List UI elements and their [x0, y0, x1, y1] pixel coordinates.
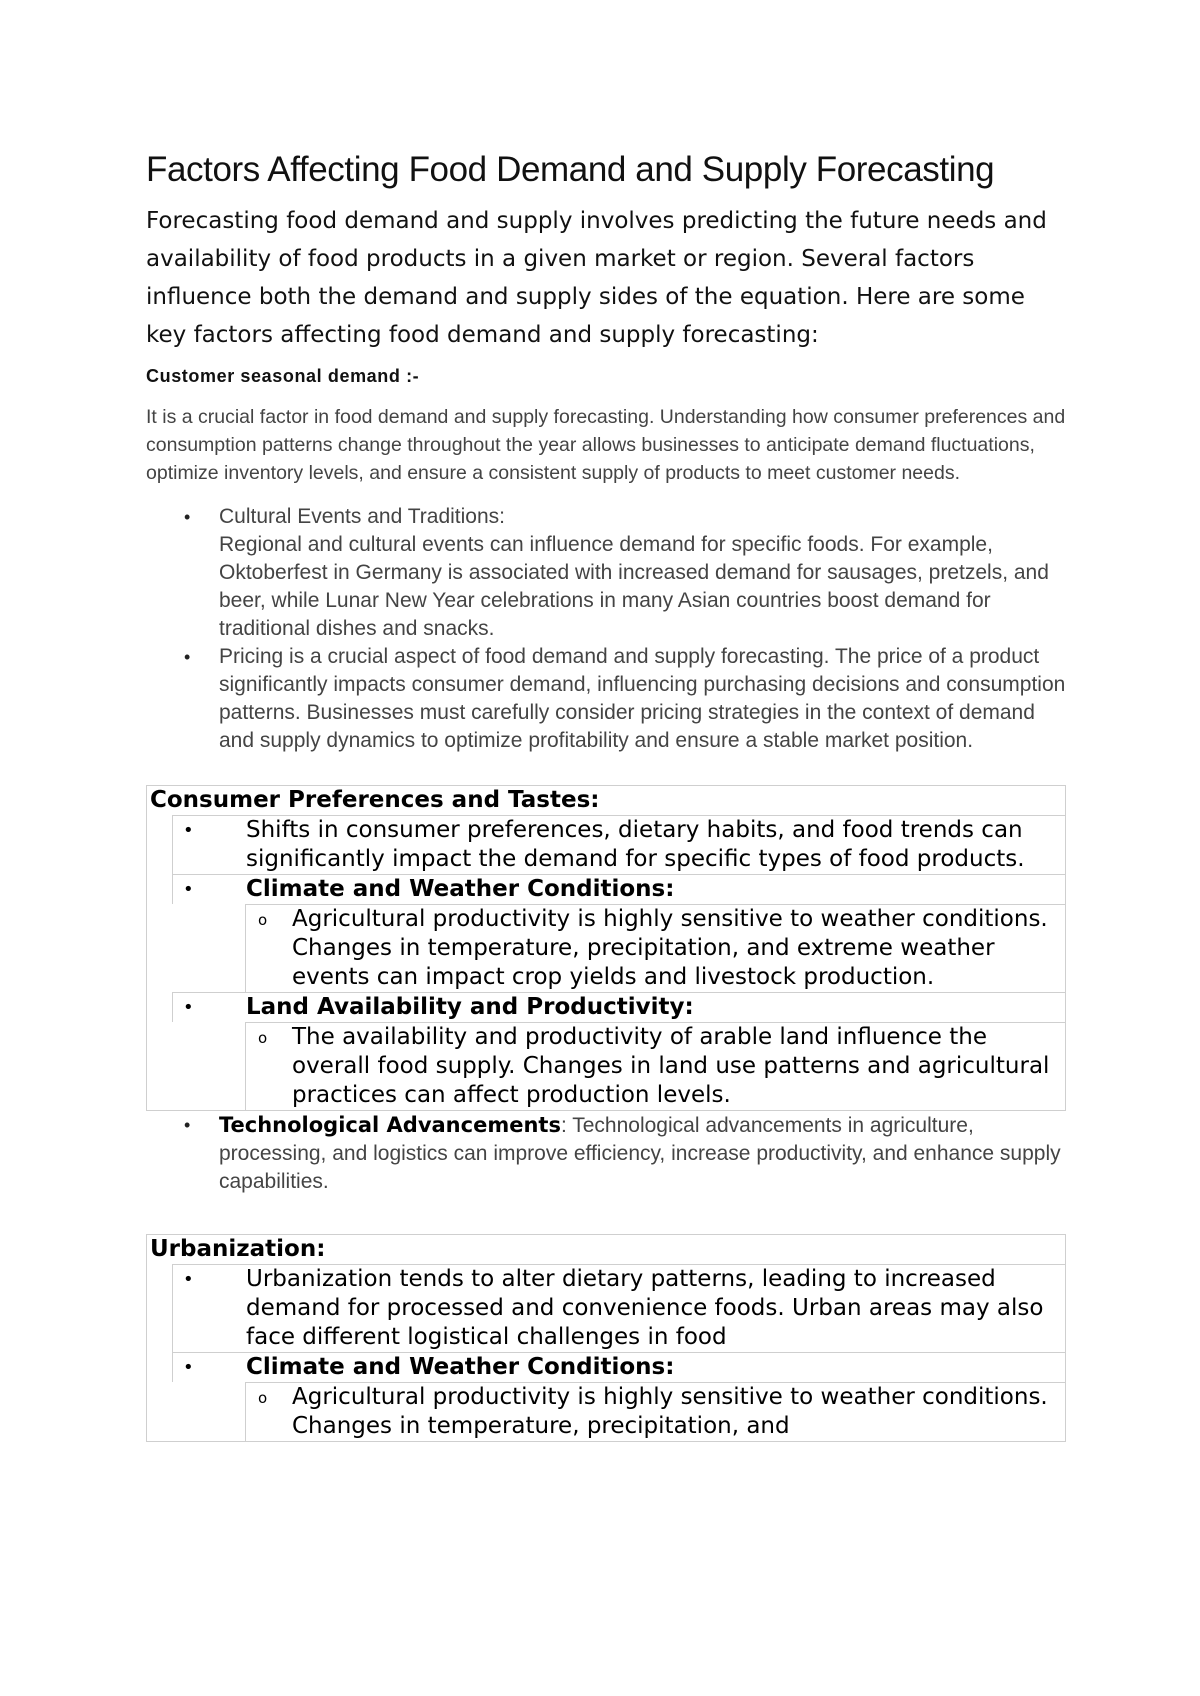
list-item-label: Cultural Events and Traditions: [219, 505, 505, 528]
list-item-label: Technological Advancements [219, 1113, 561, 1137]
section-heading: Customer seasonal demand :- [146, 366, 420, 386]
list-item-text: Regional and cultural events can influence demand for specific foods. For example, Oktoberfest in Germany is associated with increased demand for sausages, pretzels, and beer, while Lunar New Year celebrations in many Asian countries boost demand for traditional dishes and snacks. [219, 533, 1049, 640]
sub-list-item [245, 904, 1065, 992]
list-item-text: Pricing is a crucial aspect of food demand and supply forecasting. The price of a product significantly impacts consumer demand, influencing purchasing decisions and consumption patterns. Businesses must carefully consider pricing strategies in the context of demand and supply dynamics to optimize profitability and ensure a stable market position. [219, 645, 1066, 752]
sub-list-item-text: Agricultural productivity is highly sensitive to weather conditions. Changes in temperature, precipitation, and [292, 1384, 1048, 1439]
sub-list-item-text: The availability and productivity of arable land influence the overall food supply. Changes in land use patterns and agricultural practices can affect production levels. [292, 1024, 1050, 1108]
bullet-icon: • [183, 1357, 194, 1378]
list-item-text: Urbanization tends to alter dietary patterns, leading to increased demand for processed and convenience foods. Urban areas may also face different logistical challenges in food [246, 1266, 1044, 1350]
list-item-label: Land Availability and Productivity: [246, 994, 694, 1020]
list-item [172, 1352, 1065, 1382]
sub-list-item [245, 1382, 1065, 1441]
box-heading: Urbanization: [150, 1236, 326, 1262]
sub-bullet-icon: o [258, 1389, 268, 1407]
list-item [172, 992, 1065, 1022]
bullet-icon: • [183, 997, 194, 1018]
section-paragraph: It is a crucial factor in food demand and supply forecasting. Understanding how consumer preferences and consumption patterns change throughout the year allows businesses to anticipate demand fluctuations, optimize inventory levels, and ensure a consistent supply of products to meet customer needs. [146, 406, 1066, 484]
list-item [146, 643, 1066, 755]
bullet-icon: • [184, 647, 191, 667]
list-item [172, 1264, 1065, 1352]
list-item [172, 874, 1065, 904]
sub-list-item-text: Agricultural productivity is highly sensitive to weather conditions. Changes in temperature, precipitation, and extreme weather events can impact crop yields and livestock production. [292, 906, 1048, 990]
sub-list-item [245, 1022, 1065, 1110]
bullet-list [146, 503, 1066, 755]
consumer-preferences-box [146, 785, 1066, 1111]
list-item [146, 503, 1066, 643]
technology-list-item [146, 1111, 1066, 1196]
bullet-icon: • [183, 820, 194, 841]
bullet-icon: • [184, 1115, 191, 1135]
bullet-icon: • [183, 1269, 194, 1290]
bullet-icon: • [183, 879, 194, 900]
list-item-label: Climate and Weather Conditions: [246, 1354, 675, 1380]
box-heading: Consumer Preferences and Tastes: [150, 787, 600, 813]
list-item-text: : Technological advancements in agriculture, processing, and logistics can improve efficiency, increase productivity, and enhance supply capabilities. [219, 1114, 1061, 1193]
page-title: Factors Affecting Food Demand and Supply Forecasting [146, 150, 995, 189]
list-item-text: Shifts in consumer preferences, dietary habits, and food trends can significantly impact the demand for specific types of food products. [246, 817, 1025, 872]
intro-paragraph: Forecasting food demand and supply involves predicting the future needs and availability of food products in a given market or region. Several factors influence both the demand and supply sides of the equation. Here are some key factors affecting food demand and supply forecasting: [146, 208, 1047, 348]
urbanization-box [146, 1234, 1066, 1442]
bullet-icon: • [184, 507, 191, 527]
document-page [146, 150, 1066, 1442]
sub-bullet-icon: o [258, 911, 268, 929]
list-item-label: Climate and Weather Conditions: [246, 876, 675, 902]
list-item [172, 815, 1065, 874]
sub-bullet-icon: o [258, 1029, 268, 1047]
